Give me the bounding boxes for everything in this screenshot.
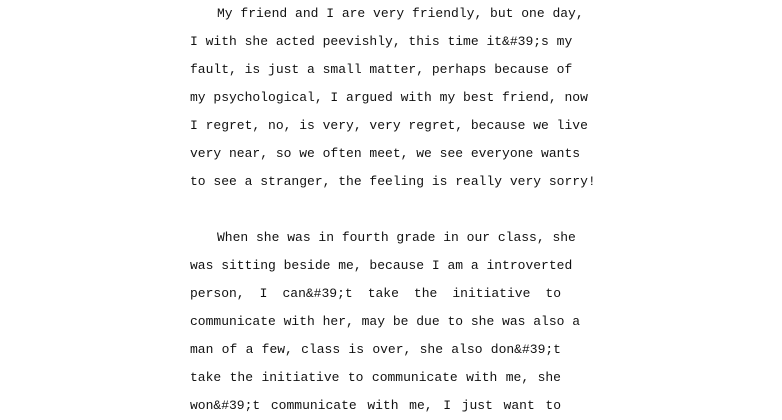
- text-line: fault, is just a small matter, perhaps because of: [190, 62, 573, 77]
- paragraph-2: [190, 224, 581, 420]
- text-line: very near, so we often meet, we see everyone wants: [190, 146, 581, 161]
- paragraph-1: [190, 0, 596, 196]
- text-line: communicate with her, may be due to she was also a: [190, 314, 581, 329]
- text-line: take the initiative to communicate with me, she: [190, 370, 561, 385]
- text-line: When she was in fourth grade in our class, she: [217, 230, 576, 245]
- paragraph-spacer: [190, 196, 561, 224]
- text-line: I regret, no, is very, very regret, because we live: [190, 118, 588, 133]
- text-line: won&#39;t communicate with me, I just want to: [190, 398, 561, 413]
- text-line: man of a few, class is over, she also don&#39;t: [190, 342, 561, 357]
- text-line: I with she acted peevishly, this time it&#39;s my: [190, 34, 573, 49]
- text-line: person, I can&#39;t take the initiative to: [190, 286, 561, 301]
- document-body: [190, 0, 596, 420]
- text-line: my psychological, I argued with my best friend, now: [190, 90, 588, 105]
- text-line: to see a stranger, the feeling is really very sorry!: [190, 174, 596, 189]
- text-line: My friend and I are very friendly, but one day,: [217, 6, 584, 21]
- text-line: was sitting beside me, because I am a introverted: [190, 258, 573, 273]
